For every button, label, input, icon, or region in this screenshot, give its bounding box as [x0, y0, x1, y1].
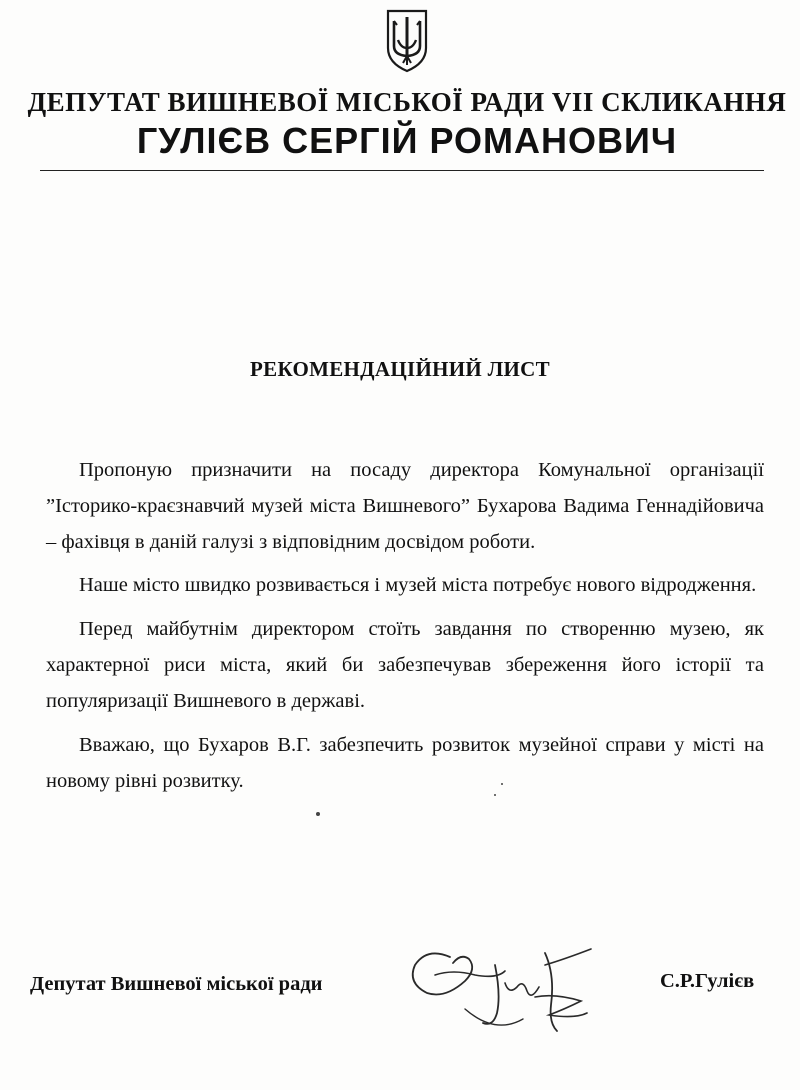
trident-emblem-icon [385, 8, 429, 74]
document-title: РЕКОМЕНДАЦІЙНИЙ ЛИСТ [250, 357, 550, 381]
body-paragraph-3: Перед майбутнім директором стоїть завдання по створенню музею, як характерної риси міста, який би забезпечував збереження його історії та популяризації Вишневого в державі. [46, 618, 764, 712]
signatory-name: С.Р.Гулієв [660, 970, 755, 992]
header-position-line: ДЕПУТАТ ВИШНЕВОЇ МІСЬКОЇ РАДИ VII СКЛИКАННЯ [27, 87, 787, 117]
scan-speck [494, 794, 496, 796]
letter-body [46, 452, 764, 807]
header-deputy-name: ГУЛІЄВ СЕРГІЙ РОМАНОВИЧ [136, 120, 678, 161]
body-paragraph-4: Вважаю, що Бухаров В.Г. забезпечить розвиток музейної справи у місті на новому рівні розвитку. [46, 734, 764, 792]
signatory-position: Депутат Вишневої міської ради [30, 973, 323, 995]
scan-speck [501, 783, 503, 785]
header-divider [40, 170, 764, 171]
handwritten-signature [405, 935, 610, 1040]
body-paragraph-1: Пропоную призначити на посаду директора Комунальної організації ”Історико-краєзнавчий музей міста Вишневого” Бухарова Вадима Геннадійовича – фахівця в даній галузі з відповідним досвідом роботи. [46, 459, 764, 553]
body-paragraph-2: Наше місто швидко розвивається і музей міста потребує нового відродження. [79, 574, 757, 596]
scan-speck [316, 812, 320, 816]
